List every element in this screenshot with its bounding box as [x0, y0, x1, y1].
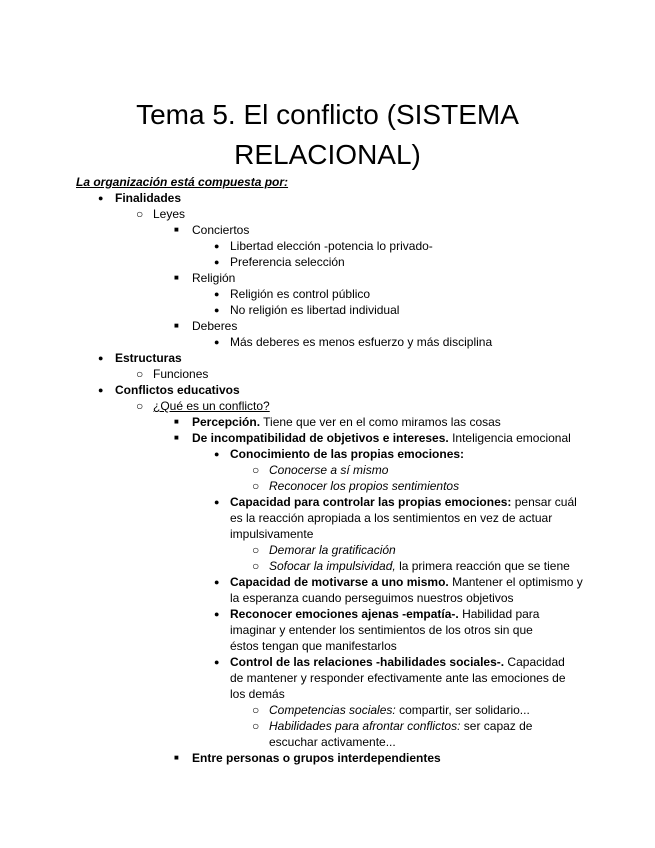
- item-deberes: Deberes: [192, 319, 238, 333]
- bullet-icon: ●: [214, 241, 220, 251]
- bullet-icon: ●: [214, 449, 220, 459]
- bold-label: De incompatibilidad de objetivos e intereses.: [192, 431, 449, 445]
- list-item: [0, 702, 655, 718]
- item-text: Mantener el optimismo y la esperanza cuando perseguimos nuestros objetivos: [230, 575, 583, 605]
- bullet-icon: ●: [214, 497, 220, 507]
- list-item: [0, 350, 655, 366]
- hollow-bullet-icon: ○: [252, 559, 260, 573]
- page-title: Tema 5. El conflicto (SISTEMA RELACIONAL): [136, 98, 519, 170]
- bullet-icon: ●: [214, 305, 220, 315]
- item-finalidades: Finalidades: [115, 191, 182, 205]
- square-bullet-icon: ■: [174, 433, 179, 442]
- item-religion: Religión: [192, 271, 236, 285]
- bullet-icon: ●: [214, 577, 220, 587]
- item-text: [269, 702, 530, 718]
- bold-label: Control de las relaciones -habilidades sociales-.: [230, 655, 505, 669]
- list-item: [214, 606, 560, 654]
- item-text: Libertad elección -potencia lo privado-: [230, 239, 433, 253]
- list-item: [0, 414, 655, 430]
- item-funciones: Funciones: [153, 367, 209, 381]
- list-item: [0, 190, 655, 206]
- bullet-icon: ●: [214, 257, 220, 267]
- item-text: pensar cuál es la reacción apropiada a los sentimientos en vez de actuar impulsivamente: [230, 495, 577, 541]
- bullet-icon: ●: [214, 657, 220, 667]
- hollow-bullet-icon: ○: [252, 463, 260, 477]
- list-item: [0, 478, 655, 494]
- bold-label: Capacidad para controlar las propias emociones:: [230, 495, 512, 509]
- bullet-icon: ●: [98, 385, 104, 395]
- list-item: [214, 574, 585, 606]
- document-body: [0, 174, 655, 766]
- list-item: [0, 542, 655, 558]
- hollow-bullet-icon: ○: [136, 207, 144, 221]
- item-incompatibilidad: [192, 430, 571, 446]
- item-text: la primera reacción que se tiene: [395, 559, 570, 573]
- italic-label: Competencias sociales:: [269, 703, 396, 717]
- item-text: ser capaz de escuchar activamente...: [269, 719, 533, 749]
- square-bullet-icon: ■: [174, 753, 179, 762]
- section-heading-row: [0, 174, 655, 190]
- list-item: [0, 382, 655, 398]
- list-item: [0, 558, 655, 574]
- item-text: Habilidad para imaginar y entender los sentimientos de los otros sin que éstos tengan que manifestarlos: [230, 607, 540, 653]
- hollow-bullet-icon: ○: [252, 543, 260, 557]
- item-text: [269, 558, 570, 574]
- item-estructuras: Estructuras: [115, 351, 182, 365]
- list-item: [0, 462, 655, 478]
- bold-label: Percepción.: [192, 415, 261, 429]
- list-item: [0, 318, 655, 334]
- hollow-bullet-icon: ○: [136, 367, 144, 381]
- item-conocimiento: Conocimiento de las propias emociones:: [230, 447, 465, 461]
- item-text: Reconocer los propios sentimientos: [269, 479, 460, 493]
- item-text: Tiene que ver en el como miramos las cosas: [260, 415, 501, 429]
- italic-label: Habilidades para afrontar conflictos:: [269, 719, 461, 733]
- list-item: [252, 718, 544, 750]
- item-text: Preferencia selección: [230, 255, 345, 269]
- item-text: compartir, ser solidario...: [395, 703, 530, 717]
- list-item: [0, 398, 655, 414]
- item-text: Capacidad de mantener y responder efectivamente ante las emociones de los demás: [230, 655, 566, 701]
- item-text: Religión es control público: [230, 287, 371, 301]
- hollow-bullet-icon: ○: [252, 719, 260, 733]
- item-text: Inteligencia emocional: [448, 431, 571, 445]
- bold-label: Capacidad de motivarse a uno mismo.: [230, 575, 449, 589]
- italic-label: Sofocar la impulsividad,: [269, 559, 396, 573]
- bullet-icon: ●: [98, 353, 104, 363]
- list-item: [0, 302, 655, 318]
- bullet-icon: ●: [214, 289, 220, 299]
- list-item: [0, 254, 655, 270]
- item-que-es: ¿Qué es un conflicto?: [153, 399, 270, 413]
- bullet-icon: ●: [214, 337, 220, 347]
- list-item: [0, 750, 655, 766]
- list-item: [0, 206, 655, 222]
- item-text: Más deberes es menos esfuerzo y más disciplina: [230, 335, 493, 349]
- list-item: [0, 334, 655, 350]
- hollow-bullet-icon: ○: [252, 479, 260, 493]
- list-item: [0, 430, 655, 446]
- square-bullet-icon: ■: [174, 321, 179, 330]
- list-item: [0, 270, 655, 286]
- item-percepcion: [192, 414, 501, 430]
- item-conciertos: Conciertos: [192, 223, 250, 237]
- list-item: [214, 654, 580, 702]
- list-item: [0, 366, 655, 382]
- bullet-icon: ●: [98, 193, 104, 203]
- item-text: Demorar la gratificación: [269, 543, 396, 557]
- list-item: [0, 238, 655, 254]
- item-entre-personas: Entre personas o grupos interdependientes: [192, 751, 441, 765]
- square-bullet-icon: ■: [174, 417, 179, 426]
- square-bullet-icon: ■: [174, 273, 179, 282]
- item-leyes: Leyes: [153, 207, 186, 221]
- section-heading: La organización está compuesta por:: [76, 175, 289, 189]
- bold-label: Reconocer emociones ajenas -empatía-.: [230, 607, 459, 621]
- list-item: [214, 494, 580, 542]
- bullet-icon: ●: [214, 609, 220, 619]
- list-item: [0, 286, 655, 302]
- hollow-bullet-icon: ○: [252, 703, 260, 717]
- item-text: Conocerse a sí mismo: [269, 463, 389, 477]
- item-conflictos: Conflictos educativos: [115, 383, 240, 397]
- list-item: [0, 446, 655, 462]
- hollow-bullet-icon: ○: [136, 399, 144, 413]
- square-bullet-icon: ■: [174, 225, 179, 234]
- list-item: [0, 222, 655, 238]
- item-text: No religión es libertad individual: [230, 303, 400, 317]
